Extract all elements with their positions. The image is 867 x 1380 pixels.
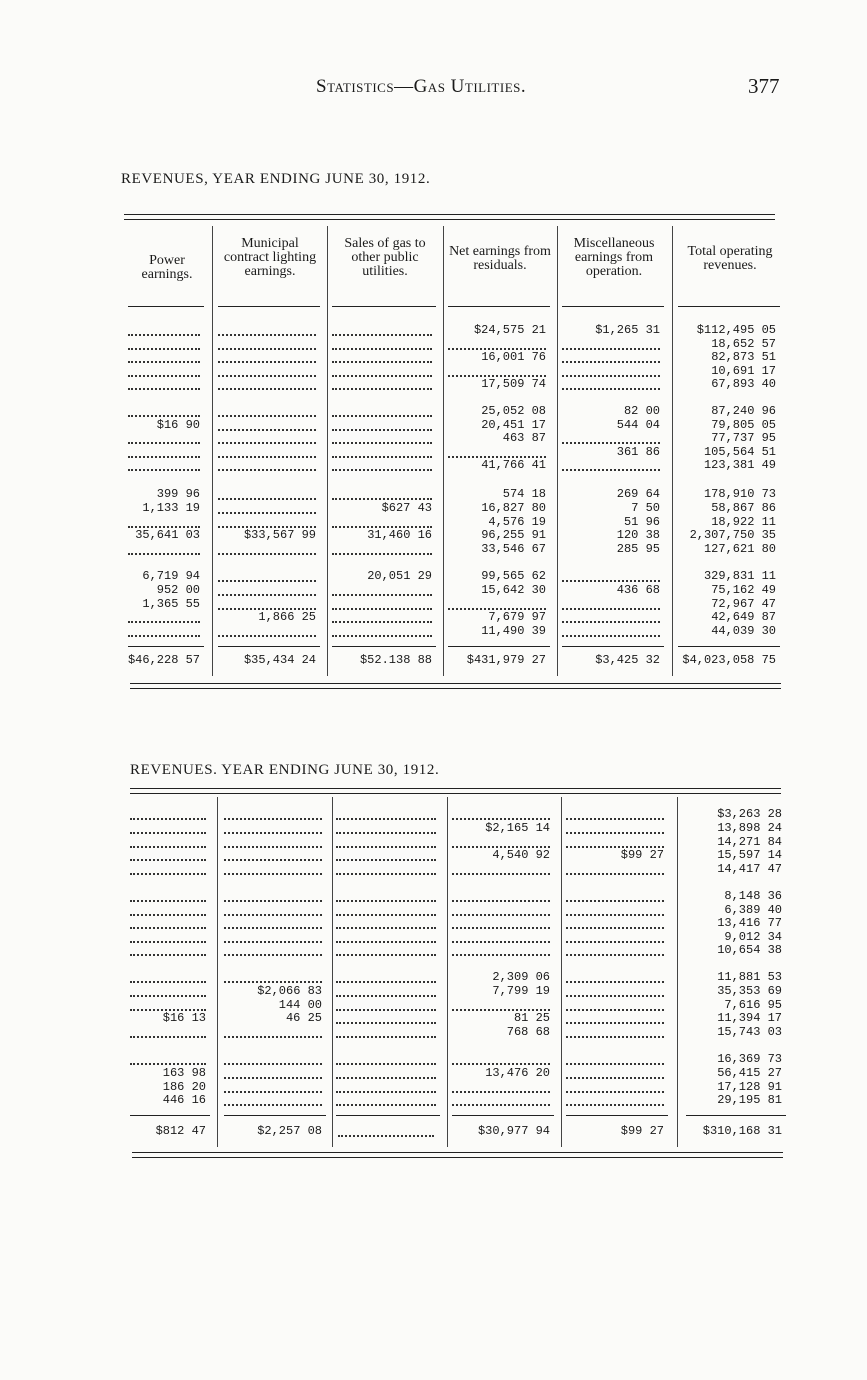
table1-top-rule xyxy=(124,214,775,215)
table2-leader-dots xyxy=(336,994,436,997)
table1-cell: 72,967 47 xyxy=(711,597,776,611)
table2-total-cell: $30,977 94 xyxy=(477,1124,550,1138)
table1-cell: 18,652 57 xyxy=(711,337,776,351)
table2-leader-dots xyxy=(130,980,206,983)
table1-cell: 87,240 96 xyxy=(711,404,776,418)
table1-cell: 82 00 xyxy=(623,404,660,418)
table1-leader-dots xyxy=(218,579,316,582)
table1-leader-dots xyxy=(218,468,316,471)
table2-leader-dots xyxy=(130,817,206,820)
table2-cell: $99 27 xyxy=(620,848,664,862)
table1-leader-dots xyxy=(128,360,200,363)
table1-column-header: Power earnings. xyxy=(141,253,193,282)
table1-cell: 58,867 86 xyxy=(711,501,776,515)
table1-cell: 1,365 55 xyxy=(142,597,200,611)
table1-cell: 15,642 30 xyxy=(481,583,546,597)
table2-leader-dots xyxy=(336,817,436,820)
table2-cell: 81 25 xyxy=(513,1011,550,1025)
table1-total-underline xyxy=(448,646,550,647)
table2-leader-dots xyxy=(336,858,436,861)
table1-leader-dots xyxy=(128,387,200,390)
table1-leader-dots xyxy=(128,347,200,350)
table1-leader-dots xyxy=(332,387,432,390)
table1-leader-dots xyxy=(562,347,660,350)
table1-title: REVENUES, YEAR ENDING JUNE 30, 1912. xyxy=(121,171,431,187)
table1-bottom-rule xyxy=(130,683,781,684)
table2-cell: 10,654 38 xyxy=(717,943,782,957)
table2-total-underline xyxy=(452,1115,554,1116)
table2-leader-dots xyxy=(452,913,550,916)
table1-cell: 35,641 03 xyxy=(135,528,200,542)
table2-leader-dots xyxy=(224,940,322,943)
table2-cell: 13,416 77 xyxy=(717,916,782,930)
table1-cell: 99,565 62 xyxy=(481,569,546,583)
table1-leader-dots xyxy=(128,620,200,623)
table2-cell: 4,540 92 xyxy=(492,848,550,862)
table1-cell: 285 95 xyxy=(616,542,660,556)
table2-cell: 7,799 19 xyxy=(492,984,550,998)
table1-leader-dots xyxy=(332,333,432,336)
table2-cell: 29,195 81 xyxy=(717,1093,782,1107)
table1-total-cell: $52.138 88 xyxy=(359,653,432,667)
table2-column-divider xyxy=(677,797,678,1147)
table1-column-divider xyxy=(327,226,328,676)
table2-leader-dots xyxy=(566,817,664,820)
table2-cell: 13,476 20 xyxy=(485,1066,550,1080)
table2-leader-dots xyxy=(566,899,664,902)
table2-title: REVENUES. YEAR ENDING JUNE 30, 1912. xyxy=(130,762,440,778)
table1-column-header: Sales of gas to other public utilities. xyxy=(344,236,426,279)
table2-cell: 15,597 14 xyxy=(717,848,782,862)
table1-cell: 463 87 xyxy=(502,431,546,445)
table1-leader-dots xyxy=(218,333,316,336)
table1-leader-dots xyxy=(332,414,432,417)
table1-cell: 436 68 xyxy=(616,583,660,597)
table2-leader-dots xyxy=(130,831,206,834)
table1-leader-dots xyxy=(128,455,200,458)
table2-bottom-rule xyxy=(132,1152,783,1153)
table1-cell: $16 90 xyxy=(156,418,200,432)
table1-column-divider xyxy=(443,226,444,676)
table1-leader-dots xyxy=(562,387,660,390)
table1-leader-dots xyxy=(218,347,316,350)
table2-cell: 2,309 06 xyxy=(492,970,550,984)
table2-column-divider xyxy=(561,797,562,1147)
table1-leader-dots xyxy=(128,634,200,637)
table1-cell: $627 43 xyxy=(381,501,432,515)
table2-leader-dots xyxy=(336,1090,436,1093)
table2-leader-dots xyxy=(130,940,206,943)
table1-leader-dots xyxy=(218,374,316,377)
table2-leader-dots xyxy=(336,1021,436,1024)
table2-leader-dots xyxy=(224,845,322,848)
table1-cell: 127,621 80 xyxy=(703,542,776,556)
table1-column-header: Miscellaneous earnings from operation. xyxy=(573,236,655,279)
table2-cell: 186 20 xyxy=(162,1080,206,1094)
table2-leader-dots xyxy=(566,1008,664,1011)
table1-cell: 269 64 xyxy=(616,487,660,501)
table2-leader-dots xyxy=(566,994,664,997)
table1-total-cell: $46,228 57 xyxy=(127,653,200,667)
table2-total-underline xyxy=(336,1115,440,1116)
table1-leader-dots xyxy=(218,360,316,363)
table2-leader-dots xyxy=(130,1035,206,1038)
table1-total-underline xyxy=(562,646,664,647)
table1-cell: 82,873 51 xyxy=(711,350,776,364)
table1-cell: 77,737 95 xyxy=(711,431,776,445)
table1-cell: 11,490 39 xyxy=(481,624,546,638)
table2-leader-dots xyxy=(336,1103,436,1106)
table1-leader-dots xyxy=(218,455,316,458)
table1-cell: 67,893 40 xyxy=(711,377,776,391)
table1-leader-dots xyxy=(332,360,432,363)
table1-top-rule-thin xyxy=(124,219,775,220)
table2-leader-dots xyxy=(336,1008,436,1011)
table2-leader-dots xyxy=(336,913,436,916)
table1-header-underline xyxy=(448,306,550,307)
table1-header-underline xyxy=(678,306,780,307)
table1-leader-dots xyxy=(332,634,432,637)
table2-leader-dots xyxy=(224,953,322,956)
table1-cell: 18,922 11 xyxy=(711,515,776,529)
table2-column-divider xyxy=(332,797,333,1147)
table2-cell: 446 16 xyxy=(162,1093,206,1107)
table2-leader-dots xyxy=(338,1134,434,1137)
table2-leader-dots xyxy=(336,845,436,848)
table2-leader-dots xyxy=(566,831,664,834)
table2-leader-dots xyxy=(224,1035,322,1038)
table1-total-cell: $35,434 24 xyxy=(243,653,316,667)
table2-leader-dots xyxy=(224,1090,322,1093)
table2-leader-dots xyxy=(566,980,664,983)
table1-cell: 178,910 73 xyxy=(703,487,776,501)
table1-leader-dots xyxy=(218,387,316,390)
table1-leader-dots xyxy=(128,441,200,444)
table2-leader-dots xyxy=(566,1076,664,1079)
table1-header-underline xyxy=(218,306,320,307)
table2-leader-dots xyxy=(452,817,550,820)
table1-cell: 952 00 xyxy=(156,583,200,597)
table1-cell: 20,451 17 xyxy=(481,418,546,432)
table1-cell: $24,575 21 xyxy=(473,323,546,337)
table2-total-underline xyxy=(566,1115,668,1116)
table2-leader-dots xyxy=(130,845,206,848)
table2-leader-dots xyxy=(224,817,322,820)
table1-leader-dots xyxy=(128,552,200,555)
table1-leader-dots xyxy=(218,634,316,637)
table2-cell: $16 13 xyxy=(162,1011,206,1025)
table1-cell: 79,805 05 xyxy=(711,418,776,432)
table2-leader-dots xyxy=(224,858,322,861)
table1-leader-dots xyxy=(218,441,316,444)
table2-leader-dots xyxy=(336,1035,436,1038)
table2-leader-dots xyxy=(336,980,436,983)
table2-leader-dots xyxy=(336,926,436,929)
table2-cell: $2,066 83 xyxy=(257,984,322,998)
table1-leader-dots xyxy=(218,414,316,417)
table1-leader-dots xyxy=(218,552,316,555)
table1-leader-dots xyxy=(332,497,432,500)
table1-total-underline xyxy=(678,646,780,647)
table1-column-divider xyxy=(212,226,213,676)
table1-leader-dots xyxy=(562,620,660,623)
table1-header-underline xyxy=(332,306,436,307)
table1-bottom-rule-thin xyxy=(130,688,781,689)
table2-total-underline xyxy=(686,1115,786,1116)
table2-cell: $3,263 28 xyxy=(717,807,782,821)
table1-cell: 1,866 25 xyxy=(258,610,316,624)
table2-leader-dots xyxy=(566,1021,664,1024)
table2-leader-dots xyxy=(566,913,664,916)
table1-total-cell: $3,425 32 xyxy=(595,653,660,667)
table2-leader-dots xyxy=(452,1103,550,1106)
table2-total-underline xyxy=(224,1115,326,1116)
table1-cell: $1,265 31 xyxy=(595,323,660,337)
table2-cell: 16,369 73 xyxy=(717,1052,782,1066)
table1-cell: 75,162 49 xyxy=(711,583,776,597)
table1-leader-dots xyxy=(218,593,316,596)
page-header xyxy=(0,76,867,104)
table1-leader-dots xyxy=(332,620,432,623)
table2-cell: 35,353 69 xyxy=(717,984,782,998)
table1-leader-dots xyxy=(562,374,660,377)
table1-total-underline xyxy=(128,646,204,647)
table2-leader-dots xyxy=(336,872,436,875)
table2-leader-dots xyxy=(566,1062,664,1065)
table2-leader-dots xyxy=(130,1062,206,1065)
table2-total-cell: $99 27 xyxy=(620,1124,664,1138)
table2-column-divider xyxy=(447,797,448,1147)
table2-leader-dots xyxy=(224,831,322,834)
table1-cell: 41,766 41 xyxy=(481,458,546,472)
table2-column-divider xyxy=(217,797,218,1147)
table1-cell: 1,133 19 xyxy=(142,501,200,515)
table2-leader-dots xyxy=(452,926,550,929)
table2-leader-dots xyxy=(130,926,206,929)
table2-leader-dots xyxy=(452,1062,550,1065)
table1-leader-dots xyxy=(218,511,316,514)
table1-column-divider xyxy=(672,226,673,676)
table1-leader-dots xyxy=(332,428,432,431)
table1-leader-dots xyxy=(332,441,432,444)
table2-top-rule xyxy=(130,788,781,789)
table1-cell: 4,576 19 xyxy=(488,515,546,529)
table2-cell: 11,881 53 xyxy=(717,970,782,984)
table2-top-rule-thin xyxy=(130,793,781,794)
table2-cell: 6,389 40 xyxy=(724,903,782,917)
table1-leader-dots xyxy=(332,455,432,458)
table2-total-cell: $2,257 08 xyxy=(257,1124,322,1138)
table1-cell: $33,567 99 xyxy=(243,528,316,542)
table1-cell: 329,831 11 xyxy=(703,569,776,583)
table1-cell: 2,307,750 35 xyxy=(689,528,776,542)
table2-total-cell: $812 47 xyxy=(155,1124,206,1138)
table2-total-cell: $310,168 31 xyxy=(702,1124,782,1138)
table2-cell: 163 98 xyxy=(162,1066,206,1080)
table2-leader-dots xyxy=(336,831,436,834)
table1-cell: 10,691 17 xyxy=(711,364,776,378)
table2-leader-dots xyxy=(224,926,322,929)
table1-cell: 16,001 76 xyxy=(481,350,546,364)
table1-cell: 7 50 xyxy=(631,501,660,515)
table2-leader-dots xyxy=(224,1103,322,1106)
table2-leader-dots xyxy=(336,940,436,943)
table2-cell: 8,148 36 xyxy=(724,889,782,903)
table2-leader-dots xyxy=(336,1062,436,1065)
table1-leader-dots xyxy=(332,468,432,471)
table1-cell: 42,649 87 xyxy=(711,610,776,624)
table1-cell: 574 18 xyxy=(502,487,546,501)
table1-column-divider xyxy=(557,226,558,676)
table2-cell: 11,394 17 xyxy=(717,1011,782,1025)
table1-cell: 20,051 29 xyxy=(367,569,432,583)
table1-leader-dots xyxy=(128,468,200,471)
table1-cell: 44,039 30 xyxy=(711,624,776,638)
table1-leader-dots xyxy=(562,360,660,363)
table2-cell: 7,616 95 xyxy=(724,998,782,1012)
table1-leader-dots xyxy=(218,428,316,431)
table1-column-header: Net earnings from residuals. xyxy=(449,244,551,273)
table2-leader-dots xyxy=(566,1090,664,1093)
table2-leader-dots xyxy=(130,872,206,875)
table1-leader-dots xyxy=(128,414,200,417)
table1-leader-dots xyxy=(562,607,660,610)
table1-cell: $112,495 05 xyxy=(696,323,776,337)
table2-cell: 46 25 xyxy=(285,1011,322,1025)
table2-total-underline xyxy=(130,1115,210,1116)
table1-leader-dots xyxy=(562,468,660,471)
table1-cell: 120 38 xyxy=(616,528,660,542)
table2-leader-dots xyxy=(336,899,436,902)
table1-leader-dots xyxy=(332,607,432,610)
table2-cell: 17,128 91 xyxy=(717,1080,782,1094)
table1-cell: 361 86 xyxy=(616,445,660,459)
table1-cell: 25,052 08 xyxy=(481,404,546,418)
table1-leader-dots xyxy=(128,374,200,377)
table1-leader-dots xyxy=(332,593,432,596)
table2-leader-dots xyxy=(336,953,436,956)
table1-cell: 33,546 67 xyxy=(481,542,546,556)
table2-leader-dots xyxy=(566,1035,664,1038)
table2-leader-dots xyxy=(566,926,664,929)
table2-leader-dots xyxy=(224,899,322,902)
table1-leader-dots xyxy=(218,497,316,500)
table2-leader-dots xyxy=(130,953,206,956)
table1-leader-dots xyxy=(562,579,660,582)
table2-leader-dots xyxy=(566,953,664,956)
table2-leader-dots xyxy=(130,994,206,997)
table1-cell: 96,255 91 xyxy=(481,528,546,542)
table2-bottom-rule-thin xyxy=(132,1157,783,1158)
table2-leader-dots xyxy=(452,872,550,875)
table2-cell: 15,743 03 xyxy=(717,1025,782,1039)
table1-leader-dots xyxy=(332,374,432,377)
table1-total-cell: $431,979 27 xyxy=(466,653,546,667)
table1-header-underline xyxy=(562,306,664,307)
table2-leader-dots xyxy=(336,1076,436,1079)
table2-leader-dots xyxy=(452,899,550,902)
table2-leader-dots xyxy=(224,913,322,916)
table2-cell: 14,417 47 xyxy=(717,862,782,876)
table2-leader-dots xyxy=(224,1062,322,1065)
table1-cell: 544 04 xyxy=(616,418,660,432)
table2-cell: 144 00 xyxy=(278,998,322,1012)
table1-cell: 51 96 xyxy=(623,515,660,529)
table1-cell: 123,381 49 xyxy=(703,458,776,472)
table2-leader-dots xyxy=(452,953,550,956)
table1-total-underline xyxy=(332,646,436,647)
table1-cell: 17,509 74 xyxy=(481,377,546,391)
table2-leader-dots xyxy=(130,858,206,861)
table1-total-underline xyxy=(218,646,320,647)
table1-total-cell: $4,023,058 75 xyxy=(682,653,776,667)
table2-cell: 56,415 27 xyxy=(717,1066,782,1080)
table1-leader-dots xyxy=(562,441,660,444)
table2-leader-dots xyxy=(224,872,322,875)
table2-leader-dots xyxy=(566,1103,664,1106)
table2-leader-dots xyxy=(566,940,664,943)
table1-leader-dots xyxy=(332,552,432,555)
table2-leader-dots xyxy=(130,913,206,916)
table2-leader-dots xyxy=(224,1076,322,1079)
running-head: Statistics—Gas Utilities. xyxy=(316,76,527,97)
table2-cell: 13,898 24 xyxy=(717,821,782,835)
table1-cell: 16,827 80 xyxy=(481,501,546,515)
table2-cell: 14,271 84 xyxy=(717,835,782,849)
table1-cell: 399 96 xyxy=(156,487,200,501)
table1-column-header: Total operating revenues. xyxy=(687,244,773,273)
table2-leader-dots xyxy=(452,1090,550,1093)
table1-cell: 6,719 94 xyxy=(142,569,200,583)
table2-cell: $2,165 14 xyxy=(485,821,550,835)
table2-leader-dots xyxy=(130,899,206,902)
table2-cell: 768 68 xyxy=(506,1025,550,1039)
page-number: 377 xyxy=(748,74,780,98)
table1-leader-dots xyxy=(562,634,660,637)
table1-header-underline xyxy=(128,306,204,307)
table1-cell: 105,564 51 xyxy=(703,445,776,459)
table1-leader-dots xyxy=(128,333,200,336)
table2-leader-dots xyxy=(224,980,322,983)
table2-leader-dots xyxy=(452,940,550,943)
table1-cell: 31,460 16 xyxy=(367,528,432,542)
table1-column-header: Municipal contract lighting earnings. xyxy=(223,236,317,279)
table2-cell: 9,012 34 xyxy=(724,930,782,944)
table2-leader-dots xyxy=(566,872,664,875)
table1-leader-dots xyxy=(332,347,432,350)
table1-cell: 7,679 97 xyxy=(488,610,546,624)
